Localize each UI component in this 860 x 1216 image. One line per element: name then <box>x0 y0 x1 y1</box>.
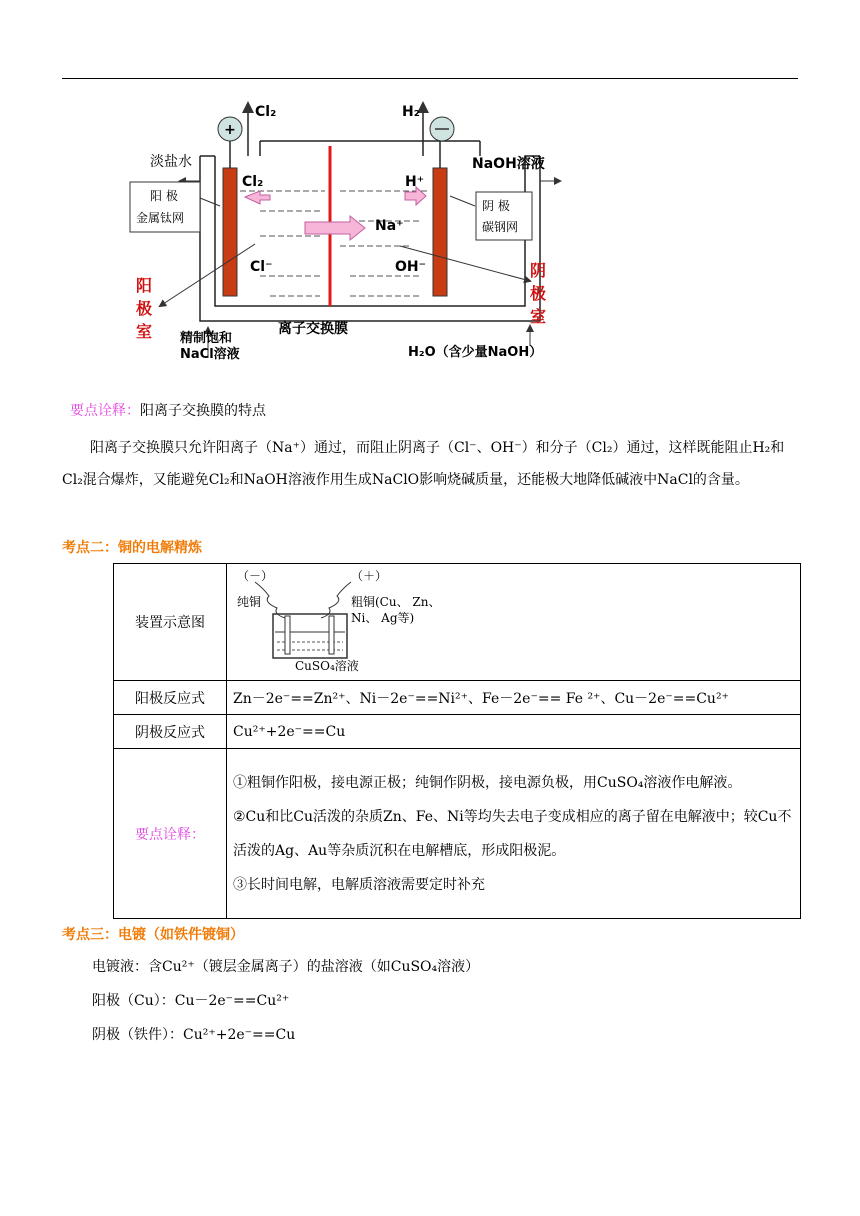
pure-cu-label: 纯铜 <box>237 595 262 609</box>
h2-gas-label: H₂ <box>402 104 420 120</box>
cuso4-label: CuSO₄溶液 <box>295 659 359 673</box>
anode-reaction: Zn－2e⁻==Zn²⁺、Ni－2e⁻==Ni²⁺、Fe－2e⁻== Fe ²⁺、Cu－2e⁻==Cu²⁺ <box>227 681 801 715</box>
h-plus-label: H⁺ <box>405 174 425 190</box>
refining-apparatus-diagram <box>233 564 473 676</box>
anode-electrode <box>223 168 237 296</box>
cathode-box-line2: 碳钢网 <box>482 220 519 234</box>
anode-box-line2: 金属钛网 <box>136 211 185 225</box>
pos-terminal-label: （＋） <box>351 569 388 583</box>
neg-terminal-label: （－） <box>237 569 274 583</box>
anode-room-1: 阳 <box>136 276 153 295</box>
oh-minus-label: OH⁻ <box>395 259 427 275</box>
svg-text:+: + <box>224 122 236 138</box>
na-plus-label: Na⁺ <box>375 218 404 234</box>
point-2: ②Cu和比Cu活泼的杂质Zn、Fe、Ni等均失去电子变成相应的离子留在电解液中；较Cu不活泼的Ag、Au等杂质沉积在电解槽底，形成阳极泥。 <box>233 808 792 859</box>
point-1: ①粗铜作阳极，接电源正极；纯铜作阴极，接电源负极，用CuSO₄溶液作电解液。 <box>233 774 742 791</box>
cathode-reaction: Cu²⁺+2e⁻==Cu <box>227 715 801 749</box>
cathode-room-3: 室 <box>530 307 547 326</box>
copper-refining-table <box>113 563 801 919</box>
header-rule <box>62 78 798 79</box>
table-row <box>114 564 801 681</box>
crude-cu-line1: 粗铜(Cu、 Zn、 <box>351 595 441 609</box>
row-label: 阳极反应式 <box>114 681 227 715</box>
feed-left-line1: 精制饱和 <box>180 331 233 346</box>
table-row <box>114 681 801 715</box>
key-point-line <box>70 401 266 421</box>
plating-solution-line: 电镀液：含Cu²⁺（镀层金属离子）的盐溶液（如CuSO₄溶液） <box>92 959 480 975</box>
key-points-cell <box>227 749 801 919</box>
cl-minus-label: Cl⁻ <box>250 259 273 275</box>
key-point-title: 阳离子交换膜的特点 <box>140 403 266 419</box>
anode-room-2: 极 <box>136 299 153 318</box>
table-row <box>114 715 801 749</box>
anode-room-3: 室 <box>136 322 153 341</box>
dilute-salt-label: 淡盐水 <box>150 154 192 170</box>
apparatus-cell <box>227 564 801 681</box>
point-3: ③长时间电解，电解质溶液需要定时补充 <box>233 876 485 893</box>
cathode-room-1: 阴 <box>530 261 547 280</box>
crude-cu-line2: Ni、 Ag等) <box>351 611 415 625</box>
naoh-out-label: NaOH溶液 <box>472 156 545 172</box>
membrane-label: 离子交换膜 <box>278 321 348 337</box>
section3-heading: 考点三：电镀（如铁件镀铜） <box>62 927 244 943</box>
cathode-electrode <box>433 168 447 296</box>
row-label: 要点诠释： <box>114 749 227 919</box>
key-point-label: 要点诠释： <box>70 403 140 419</box>
cathode-box-line1: 阴 极 <box>482 199 510 213</box>
table-row <box>114 749 801 919</box>
membrane-paragraph: 阳离子交换膜只允许阳离子（Na⁺）通过，而阻止阴离子（Cl⁻、OH⁻）和分子（Cl₂）通过，这样既能阻止H₂和Cl₂混合爆炸，又能避免Cl₂和NaOH溶液作用生成NaClO影响烧碱质量，还能极大地降低碱液中NaCl的含量。 <box>62 440 785 488</box>
cathode-room-2: 极 <box>530 284 547 303</box>
cl2-arrow-label: Cl₂ <box>242 174 264 190</box>
row-label: 阴极反应式 <box>114 715 227 749</box>
chlor-alkali-cell-diagram <box>120 96 570 371</box>
feed-right-label: H₂O（含少量NaOH） <box>408 345 543 360</box>
plating-cathode-line: 阴极（铁件）：Cu²⁺+2e⁻==Cu <box>92 1027 296 1043</box>
cl2-gas-label: Cl₂ <box>255 104 277 120</box>
row-label: 装置示意图 <box>114 564 227 681</box>
section2-heading: 考点二：铜的电解精炼 <box>62 540 202 556</box>
feed-left-line2: NaCl溶液 <box>180 347 240 362</box>
plating-anode-line: 阳极（Cu）：Cu－2e⁻==Cu²⁺ <box>92 993 290 1009</box>
anode-box-line1: 阳 极 <box>150 189 178 203</box>
